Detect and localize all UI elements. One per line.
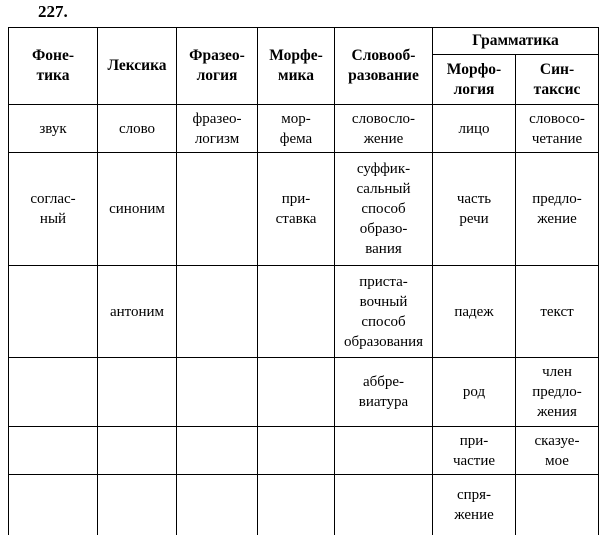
table-cell — [177, 475, 258, 535]
header-phonetics: Фоне- тика — [9, 28, 98, 105]
table-cell: член предло- жения — [516, 358, 599, 427]
table-cell — [258, 427, 335, 475]
table-cell: звук — [9, 105, 98, 153]
table-row — [9, 358, 599, 427]
table-cell — [258, 475, 335, 535]
table-cell: словосло- жение — [335, 105, 433, 153]
header-morphemics: Морфе- мика — [258, 28, 335, 105]
table-cell — [177, 153, 258, 266]
table-cell: при- ставка — [258, 153, 335, 266]
header-morphology: Морфо- логия — [433, 55, 516, 105]
table-cell — [258, 358, 335, 427]
table-cell: антоним — [98, 266, 177, 358]
header-phraseology: Фразео- логия — [177, 28, 258, 105]
header-lexicon: Лексика — [98, 28, 177, 105]
table-cell: мор- фема — [258, 105, 335, 153]
table-cell — [98, 358, 177, 427]
exercise-number: 227. — [38, 2, 68, 21]
table-cell: часть речи — [433, 153, 516, 266]
table-cell: текст — [516, 266, 599, 358]
table-cell — [98, 475, 177, 535]
linguistics-sections-table — [8, 27, 599, 535]
table-cell — [335, 427, 433, 475]
table-cell — [258, 266, 335, 358]
table-cell: лицо — [433, 105, 516, 153]
table-cell — [98, 427, 177, 475]
table-cell: аббре- виатура — [335, 358, 433, 427]
table-cell — [177, 358, 258, 427]
table-cell: род — [433, 358, 516, 427]
table-cell — [516, 475, 599, 535]
table-row — [9, 153, 599, 266]
table-cell — [9, 475, 98, 535]
header-syntax: Син- таксис — [516, 55, 599, 105]
header-word-formation: Словооб- разование — [335, 28, 433, 105]
table-cell: приста- вочный способ образования — [335, 266, 433, 358]
table-cell — [177, 427, 258, 475]
table-row — [9, 105, 599, 153]
table-cell: фразео- логизм — [177, 105, 258, 153]
table-cell: соглас- ный — [9, 153, 98, 266]
table-cell: сказуе- мое — [516, 427, 599, 475]
table-body — [9, 105, 599, 535]
table-row — [9, 266, 599, 358]
table-cell: предло- жение — [516, 153, 599, 266]
table-cell — [9, 427, 98, 475]
table-row — [9, 475, 599, 535]
table-cell: спря- жение — [433, 475, 516, 535]
table-cell: падеж — [433, 266, 516, 358]
table-cell — [9, 358, 98, 427]
table-cell — [9, 266, 98, 358]
table-cell: при- частие — [433, 427, 516, 475]
table-cell — [177, 266, 258, 358]
header-grammar: Грамматика — [433, 28, 599, 55]
table-row — [9, 427, 599, 475]
table-cell: слово — [98, 105, 177, 153]
table-cell: суффик- сальный способ образо- вания — [335, 153, 433, 266]
table-cell: словосо- четание — [516, 105, 599, 153]
table-cell: синоним — [98, 153, 177, 266]
table-cell — [335, 475, 433, 535]
